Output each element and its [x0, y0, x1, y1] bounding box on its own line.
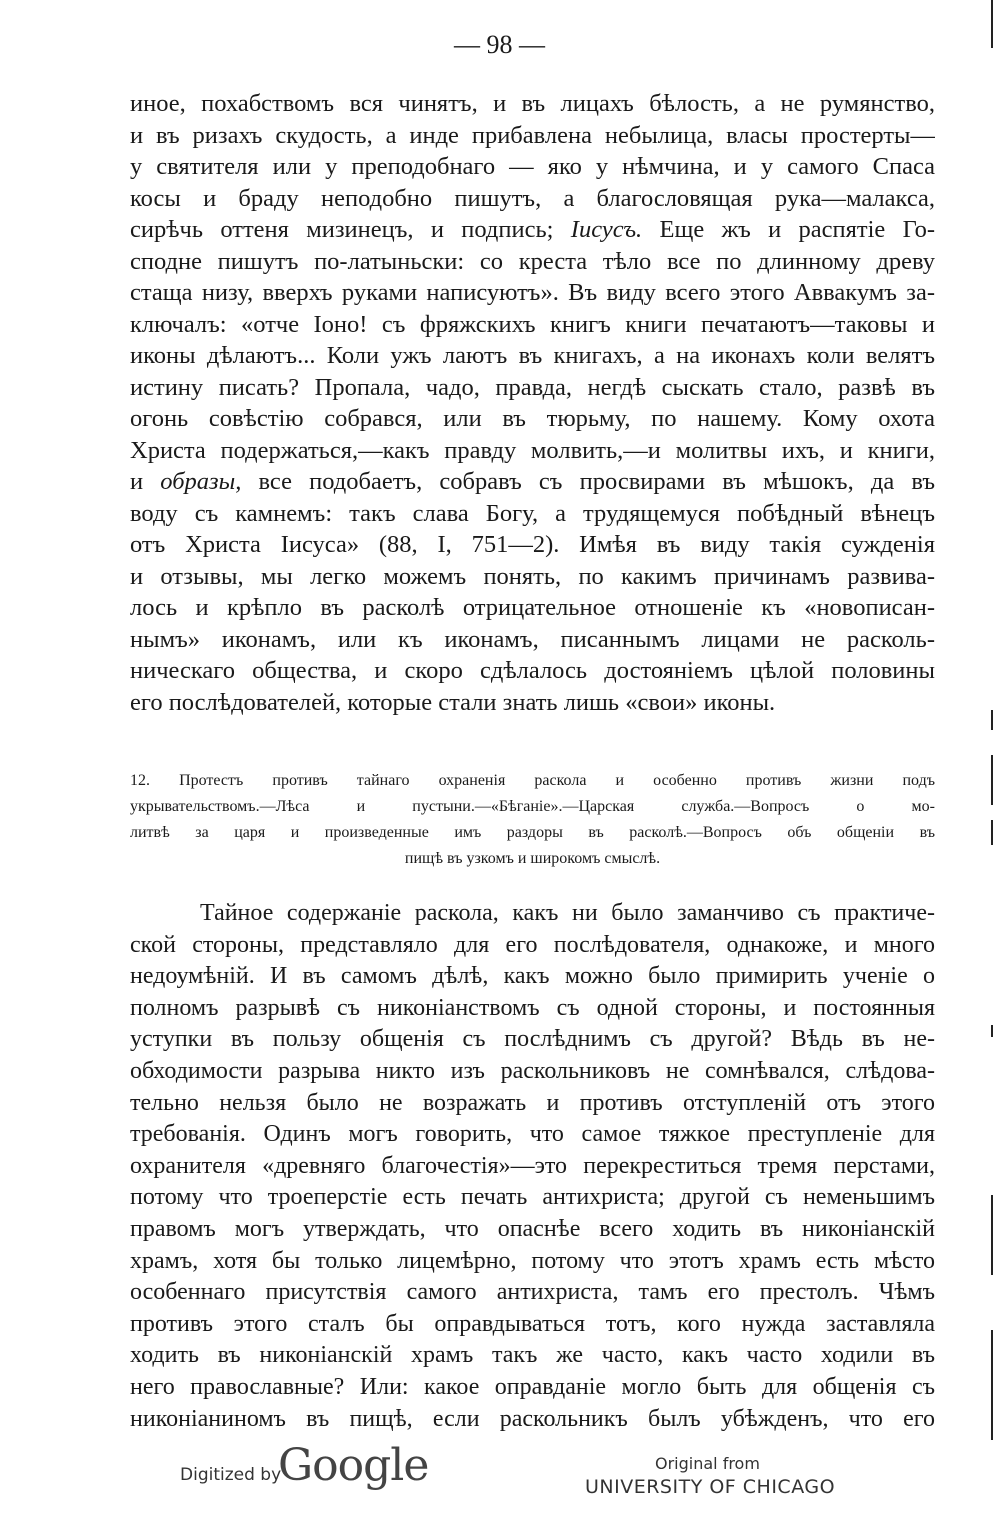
text-segment: сирѣчь оттеня мизинецъ, и подпись; [130, 216, 554, 243]
text-line: никоніаниномъ въ пищѣ, если раскольникъ былъ убѣжденъ, что его [130, 1405, 935, 1432]
text-line [130, 214, 935, 246]
university-label: UNIVERSITY OF CHICAGO [585, 1476, 836, 1498]
text-line: правомъ могъ утверждать, что опаснѣе всего ходить въ никоніанскій [130, 1215, 935, 1242]
text-line: отъ Христа Іисуса» (88, I, 751—2). Имѣя въ виду такія сужденія [130, 531, 935, 558]
scan-mark [991, 755, 993, 805]
text-line: истину писать? Пропала, чадо, правда, негдѣ сыскать стало, развѣ въ [130, 373, 935, 401]
text-line: него православные? Или: какое оправданіе могло быть для общенія съ [130, 1373, 935, 1400]
text-line: полномъ разрывѣ съ никоніанствомъ съ одной стороны, и постоянныя [130, 994, 935, 1021]
text-line: огонь совѣстію собрався, или въ тюрьму, по нашему. Кому охота [130, 405, 935, 432]
text-line: обходимости разрыва никто изъ раскольниковъ не сомнѣвался, слѣдова- [130, 1057, 935, 1084]
text-line: потому что троеперстіе есть печать антихриста; другой съ неменьшимъ [130, 1184, 935, 1211]
text-line: тельно нельзя было не возражать и противъ отступленій отъ этого [130, 1089, 935, 1116]
text-line: недоумѣній. И въ самомъ дѣлѣ, какъ можно было примирить ученіе о [130, 963, 935, 990]
footer-watermark [0, 1440, 999, 1520]
text-line: нымъ» иконамъ, или къ иконамъ, писаннымъ лицами не расколь- [130, 625, 935, 653]
text-line: иконы дѣлаютъ... Коли ужъ лаютъ въ книгахъ, а на иконахъ коли велятъ [130, 342, 935, 369]
scan-mark [991, 710, 993, 730]
text-line: лось и крѣпло въ расколѣ отрицательное отношеніе къ «новописан- [130, 594, 935, 621]
text-line: косы и браду неподобно пишутъ, а благословящая рука—малакса, [130, 184, 935, 212]
text-segment: Еще жъ и распятіе Го- [659, 216, 935, 243]
margin-scan-marks [989, 0, 995, 1525]
text-line: сподне пишутъ по-латыньски: со креста тѣло все по длинному древу [130, 247, 935, 275]
scan-mark [991, 1330, 993, 1440]
text-line: противъ этого сталъ бы оправдываться тотъ, кого нужда заставляла [130, 1310, 935, 1337]
text-line: ключалъ: «отче Іоно! съ фряжскихъ книгъ книги печатаютъ—таковы и [130, 310, 935, 338]
text-line: стаща низу, вверхъ руками написуютъ». Въ виду всего этого Аввакумъ за- [130, 279, 935, 306]
text-line: и отзывы, мы легко можемъ понять, по какимъ причинамъ развива- [130, 562, 935, 590]
italic-word: образы, [160, 468, 242, 495]
text-line: его послѣдователей, которые стали знать лишь «свои» иконы. [130, 688, 776, 716]
digitized-by-label: Digitized by [180, 1465, 282, 1485]
section-body [130, 898, 935, 1435]
heading-line: пищѣ въ узкомъ и широкомъ смыслѣ. [404, 850, 661, 867]
text-segment: все подобаетъ, собравъ съ просвирами въ мѣшокъ, да въ [258, 468, 935, 495]
text-line: Тайное содержаніе раскола, какъ ни было заманчиво съ практиче- [200, 900, 935, 926]
text-line [130, 466, 935, 498]
original-from-label: Original from [655, 1454, 760, 1473]
text-line: особеннаго присутствія самого антихриста, тамъ его престолъ. Чѣмъ [130, 1279, 935, 1306]
page-number: — 98 — [454, 30, 545, 59]
heading-line: 12. Протестъ противъ тайнаго охраненія раскола и особенно противъ жизни подъ [130, 772, 935, 789]
scan-mark [991, 0, 993, 48]
text-segment: и [130, 468, 144, 495]
italic-word: Іисусъ. [570, 216, 643, 243]
section-heading [130, 768, 935, 872]
text-line: охранителя «древняго благочестія»—это перекреститься тремя перстами, [130, 1152, 935, 1179]
scan-mark [991, 1195, 993, 1275]
text-line: ской стороны, представляло для его послѣдователя, однакоже, и много [130, 931, 935, 958]
text-line: иное, похабствомъ вся чинятъ, и въ лицахъ бѣлость, а не румянство, [130, 90, 935, 117]
text-line: воду съ камнемъ: такъ слава Богу, а трудящемуся побѣдный вѣнецъ [130, 499, 935, 527]
scan-mark [991, 820, 993, 845]
text-line: у святителя или у преподобнаго — яко у нѣмчина, и у самого Спаса [130, 153, 935, 180]
scan-mark [991, 1025, 993, 1037]
google-logo: Google [278, 1440, 429, 1491]
text-line: ническаго общества, и скоро сдѣлалось достояніемъ цѣлой половины [130, 657, 935, 684]
text-line: ходить въ никоніанскій храмъ такъ же часто, какъ часто ходили въ [130, 1342, 935, 1369]
main-text [130, 88, 935, 718]
text-line: требованія. Одинъ могъ говорить, что самое тяжкое преступленіе для [130, 1121, 935, 1148]
text-line: храмъ, хотя бы только лицемѣрно, потому что этотъ храмъ есть мѣсто [130, 1247, 935, 1274]
text-line: и въ ризахъ скудость, а инде прибавлена небылица, власы простерты— [130, 121, 935, 149]
text-line: Христа подержаться,—какъ правду молвить,—и молитвы ихъ, и книги, [130, 436, 935, 464]
text-line: уступки въ пользу общенія съ послѣднимъ съ другой? Вѣдь въ не- [130, 1026, 935, 1053]
heading-line: литвѣ за царя и произведенные имъ раздоры въ расколѣ.—Вопросъ объ общеніи въ [130, 824, 935, 841]
heading-line: укрывательствомъ.—Лѣса и пустыни.—«Бѣганіе».—Царская служба.—Вопросъ о мо- [130, 798, 935, 815]
